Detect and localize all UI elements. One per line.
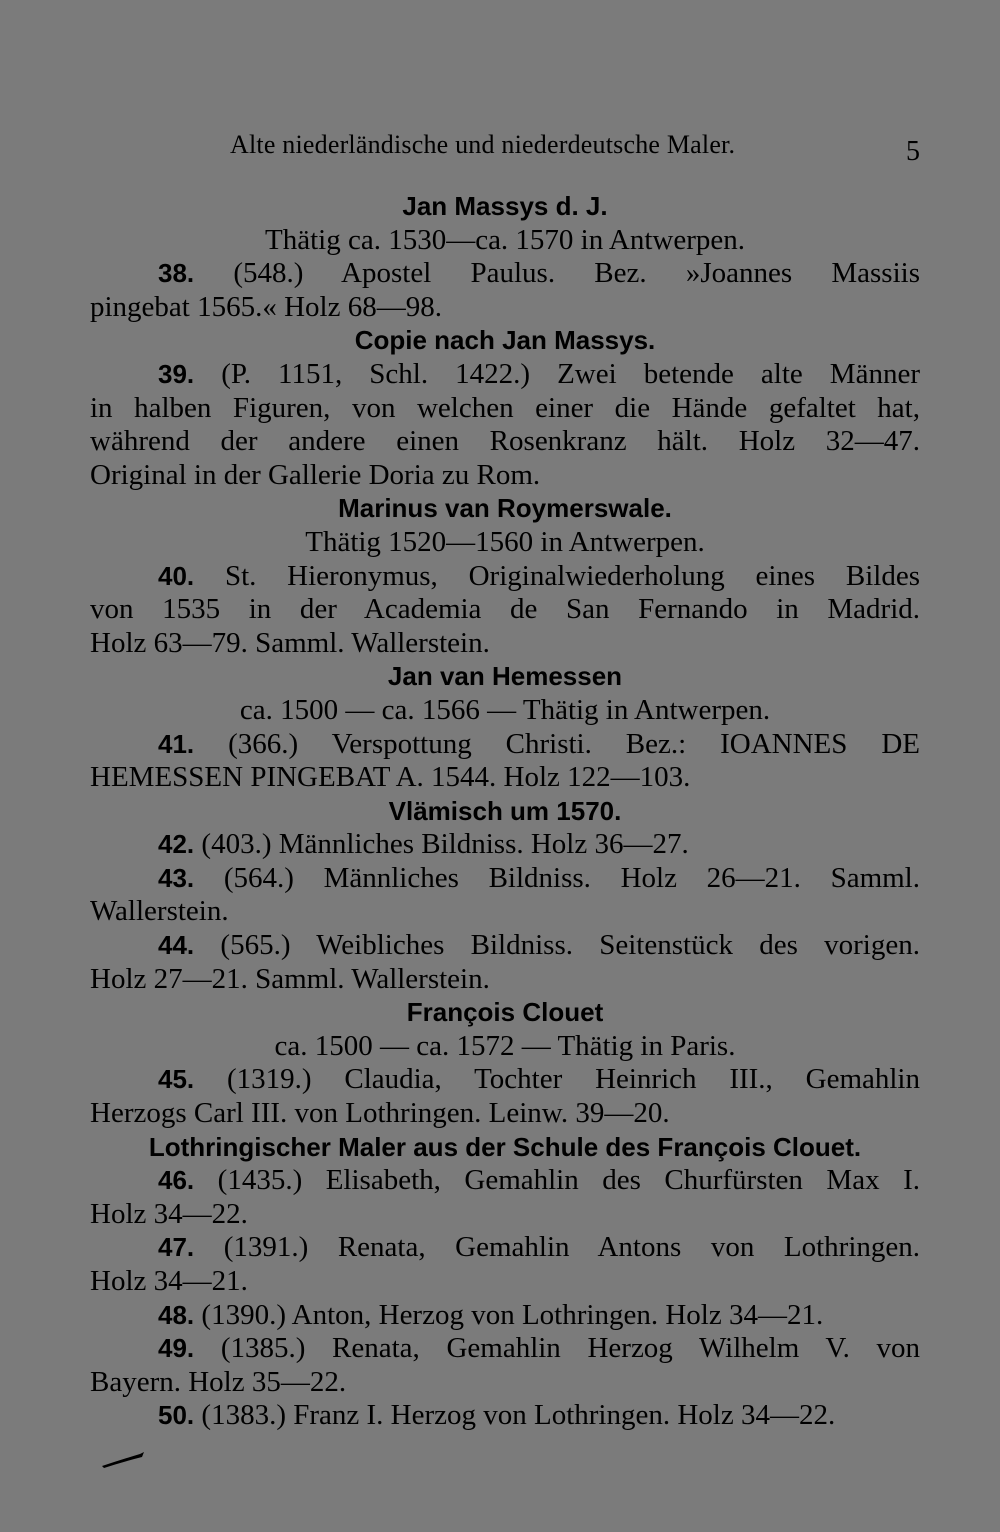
- section-subtitle: Thätig ca. 1530—ca. 1570 in Antwerpen.: [265, 223, 745, 256]
- entry-number: 48.: [158, 1299, 195, 1330]
- entry-line: Herzogs Carl III. von Lothringen. Leinw. 39—20.: [90, 1097, 670, 1130]
- entry-number: 41.: [158, 728, 195, 759]
- entry-number: 49.: [158, 1333, 195, 1364]
- section-heading: Jan Massys d. J.: [402, 191, 608, 221]
- entry-line: Wallerstein.: [90, 895, 229, 928]
- entry-line: Original in der Gallerie Doria zu Rom.: [90, 458, 541, 491]
- entry-line: HEMESSEN PINGEBAT A. 1544. Holz 122—103.: [90, 761, 691, 794]
- entry-line: Holz 27—21. Samml. Wallerstein.: [90, 962, 490, 995]
- entry-line: von 1535 in der Academia de San Fernando in Madrid.: [90, 593, 920, 626]
- section-subtitle: Thätig 1520—1560 in Antwerpen.: [305, 525, 705, 558]
- entry-first-line: 43. (564.) Männliches Bildniss. Holz 26—21. Samml.: [158, 861, 920, 894]
- entry-number: 50.: [158, 1400, 195, 1431]
- entry-line: Bayern. Holz 35—22.: [90, 1365, 347, 1398]
- entry-first-line: 47. (1391.) Renata, Gemahlin Antons von Lothringen.: [158, 1231, 920, 1264]
- section-heading: Marinus van Roymerswale.: [338, 493, 672, 524]
- entry-number: 47.: [158, 1232, 195, 1263]
- entry-first-line: 42. (403.) Männliches Bildniss. Holz 36—27.: [158, 828, 689, 861]
- section-heading: Copie nach Jan Massys.: [354, 325, 656, 356]
- entry-number: 40.: [158, 560, 195, 591]
- pointing-mark-icon: [100, 1440, 160, 1470]
- entry-number: 45.: [158, 1064, 195, 1095]
- entry-number: 46.: [158, 1165, 195, 1196]
- section-heading: Lothringischer Maler aus der Schule des François Clouet.: [148, 1131, 862, 1162]
- section-subtitle: ca. 1500 — ca. 1572 — Thätig in Paris.: [274, 1029, 736, 1062]
- entry-first-line: 48. (1390.) Anton, Herzog von Lothringen. Holz 34—21.: [158, 1298, 824, 1331]
- entry-first-line: 50. (1383.) Franz I. Herzog von Lothringen. Holz 34—22.: [158, 1399, 836, 1432]
- entry-number: 42.: [158, 829, 195, 860]
- entry-line: während der andere einen Rosenkranz hält. Holz 32—47.: [90, 425, 920, 458]
- entry-first-line: 41. (366.) Verspottung Christi. Bez.: IOANNES DE: [158, 727, 920, 760]
- entry-line: pingebat 1565.« Holz 68—98.: [90, 290, 442, 323]
- entry-line: Holz 34—22.: [90, 1197, 248, 1230]
- running-title: Alte niederländische und niederdeutsche Maler.: [230, 130, 736, 159]
- entry-number: 39.: [158, 358, 195, 389]
- entry-first-line: 44. (565.) Weibliches Bildniss. Seitenstück des vorigen.: [158, 929, 920, 962]
- entry-first-line: 49. (1385.) Renata, Gemahlin Herzog Wilhelm V. von: [158, 1332, 920, 1365]
- page-header: [0, 130, 1000, 167]
- entry-line: Holz 34—21.: [90, 1265, 248, 1297]
- entry-first-line: 40. St. Hieronymus, Originalwiederholung eines Bildes: [158, 559, 920, 592]
- entry-line: in halben Figuren, von welchen einer die Hände gefaltet hat,: [90, 391, 920, 424]
- section-heading: François Clouet: [406, 997, 604, 1028]
- entry-first-line: 46. (1435.) Elisabeth, Gemahlin des Churfürsten Max I.: [158, 1164, 920, 1197]
- entry-first-line: 45. (1319.) Claudia, Tochter Heinrich III., Gemahlin: [158, 1063, 920, 1096]
- entry-first-line: 39. (P. 1151, Schl. 1422.) Zwei betende alte Männer: [158, 357, 920, 390]
- entry-first-line: 38. (548.) Apostel Paulus. Bez. »Joannes Massiis: [158, 257, 920, 290]
- section-heading: Jan van Hemessen: [387, 661, 623, 692]
- section-heading: Vlämisch um 1570.: [388, 795, 622, 826]
- entry-number: 44.: [158, 930, 195, 961]
- section-subtitle: ca. 1500 — ca. 1566 — Thätig in Antwerpen.: [239, 693, 771, 726]
- entry-line: Holz 63—79. Samml. Wallerstein.: [90, 626, 490, 659]
- entry-number: 43.: [158, 862, 195, 893]
- page-number: 5: [906, 136, 920, 167]
- catalog-content: [90, 190, 920, 1433]
- entry-number: 38.: [158, 258, 195, 289]
